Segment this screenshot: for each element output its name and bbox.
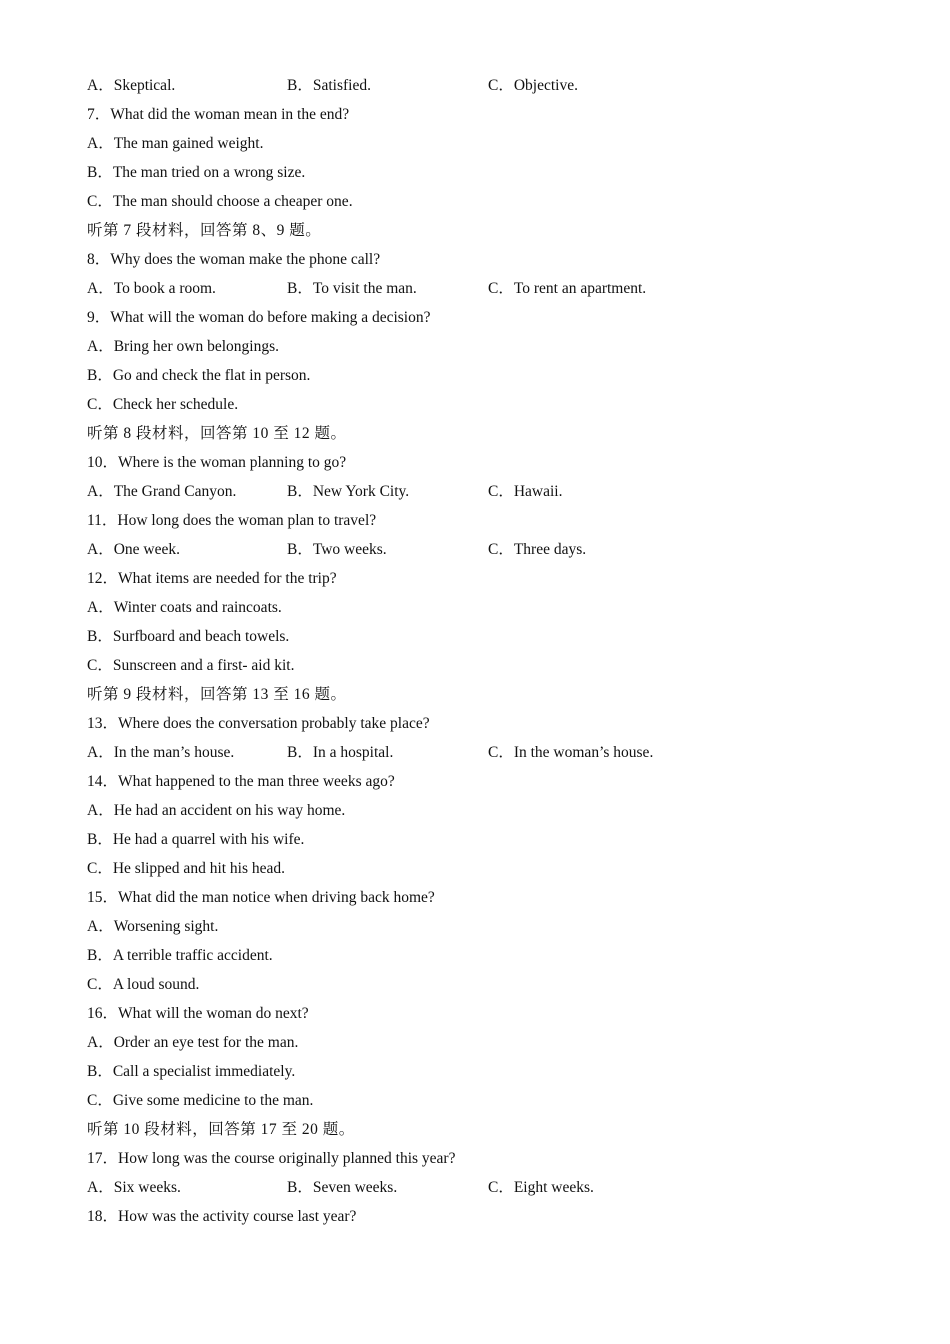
option-c: C．To rent an apartment. [488,280,647,297]
text-line: C．Give some medicine to the man. [87,1092,314,1109]
option-a: A．Skeptical. [87,77,176,94]
text-line: C．Check her schedule. [87,396,239,413]
text-line: 9．What will the woman do before making a decision? [87,309,431,326]
section-heading: 听第 7 段材料，回答第 8、9 题。 [87,222,322,239]
section-heading: 听第 8 段材料，回答第 10 至 12 题。 [87,425,347,442]
text-line: C．A loud sound. [87,976,200,993]
text-line: 13．Where does the conversation probably take place? [87,715,430,732]
text-line: B．The man tried on a wrong size. [87,164,306,181]
section-heading: 听第 9 段材料，回答第 13 至 16 题。 [87,686,347,703]
option-c: C．Hawaii. [488,483,563,500]
text-line: A．The man gained weight. [87,135,264,152]
text-line: C．He slipped and hit his head. [87,860,286,877]
option-a: A．The Grand Canyon. [87,483,237,500]
option-b: B．Seven weeks. [287,1179,398,1196]
option-b: B．New York City. [287,483,410,500]
text-line: B．He had a quarrel with his wife. [87,831,305,848]
text-line: A．Bring her own belongings. [87,338,280,355]
text-line: 16．What will the woman do next? [87,1005,309,1022]
option-b: B．To visit the man. [287,280,417,297]
text-line: B．Surfboard and beach towels. [87,628,290,645]
text-line: 11．How long does the woman plan to travel? [87,512,377,529]
text-line: A．Order an eye test for the man. [87,1034,299,1051]
text-line: B．Go and check the flat in person. [87,367,311,384]
section-heading: 听第 10 段材料，回答第 17 至 20 题。 [87,1121,355,1138]
text-line: 17．How long was the course originally planned this year? [87,1150,456,1167]
option-c: C．Objective. [488,77,578,94]
option-b: B．Two weeks. [287,541,387,558]
option-c: C．Eight weeks. [488,1179,594,1196]
option-c: C．In the woman’s house. [488,744,654,761]
text-line: C．Sunscreen and a first- aid kit. [87,657,295,674]
text-line: 7．What did the woman mean in the end? [87,106,350,123]
option-c: C．Three days. [488,541,587,558]
text-line: 18．How was the activity course last year? [87,1208,357,1225]
option-a: A．To book a room. [87,280,216,297]
option-b: B．In a hospital. [287,744,394,761]
option-a: A．One week. [87,541,180,558]
text-line: 15．What did the man notice when driving back home? [87,889,435,906]
text-line: 8．Why does the woman make the phone call? [87,251,381,268]
text-line: A．Winter coats and raincoats. [87,599,282,616]
option-a: A．Six weeks. [87,1179,181,1196]
option-a: A．In the man’s house. [87,744,235,761]
text-line: 14．What happened to the man three weeks ago? [87,773,395,790]
text-line: A．Worsening sight. [87,918,219,935]
text-line: A．He had an accident on his way home. [87,802,346,819]
text-line: B．Call a specialist immediately. [87,1063,296,1080]
text-line: 10．Where is the woman planning to go? [87,454,347,471]
option-b: B．Satisfied. [287,77,371,94]
text-line: 12．What items are needed for the trip? [87,570,337,587]
text-line: B．A terrible traffic accident. [87,947,273,964]
text-line: C．The man should choose a cheaper one. [87,193,353,210]
